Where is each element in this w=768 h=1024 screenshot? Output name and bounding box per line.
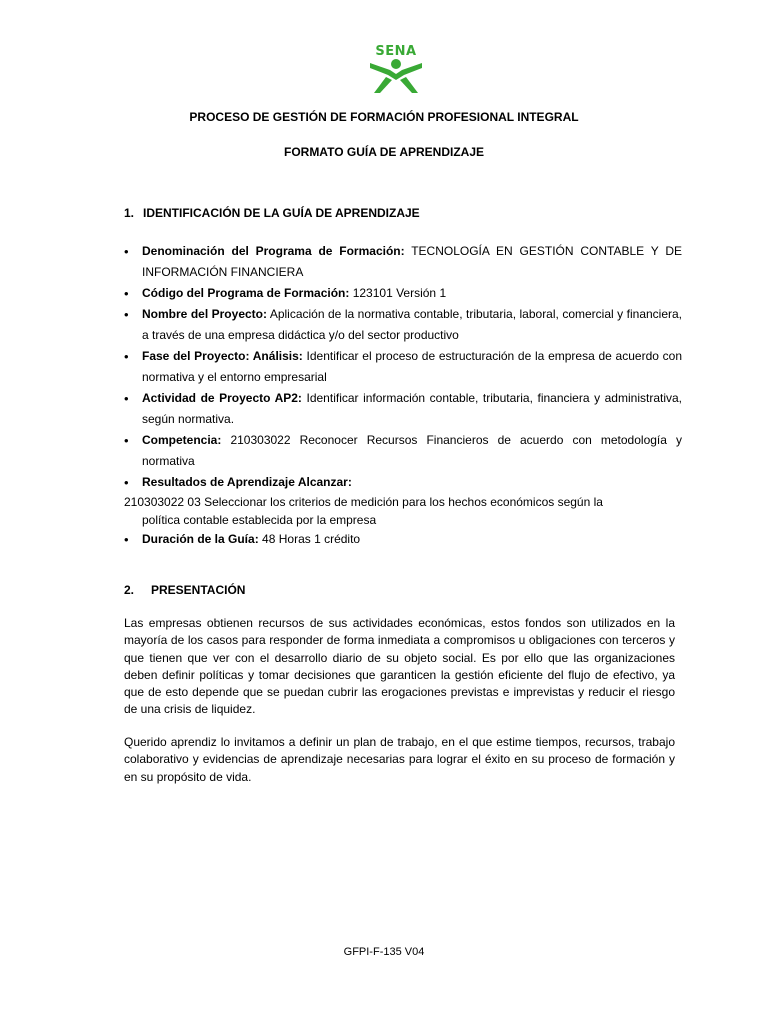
list-item bbox=[124, 241, 682, 283]
list-item bbox=[124, 346, 682, 388]
item-label: Resultados de Aprendizaje Alcanzar: bbox=[142, 475, 352, 489]
identification-list bbox=[124, 241, 682, 493]
item-value: Aplicación de la normativa contable, tributaria, laboral, comercial y financiera, a través de una empresa didáctica y/o del sector productivo bbox=[142, 307, 683, 342]
document-title: PROCESO DE GESTIÓN DE FORMACIÓN PROFESIONAL INTEGRAL bbox=[189, 110, 579, 124]
item-label: Actividad de Proyecto AP2: bbox=[142, 391, 302, 405]
duration-value: 48 Horas 1 crédito bbox=[262, 532, 361, 546]
list-item bbox=[124, 304, 682, 346]
section-2-number: 2. bbox=[124, 583, 135, 597]
footer-code: GFPI-F-135 V04 bbox=[343, 946, 425, 958]
item-value: 123101 Versión 1 bbox=[352, 286, 447, 300]
item-label: Fase del Proyecto: Análisis: bbox=[142, 349, 303, 363]
item-value: Identificar el proceso de estructuración de la empresa de acuerdo con normativa y el entorno empresarial bbox=[142, 349, 682, 384]
section-1-number: 1. bbox=[124, 206, 135, 220]
list-item bbox=[124, 529, 682, 550]
section-1-title: IDENTIFICACIÓN DE LA GUÍA DE APRENDIZAJE bbox=[143, 206, 420, 220]
list-item bbox=[124, 283, 682, 304]
presentation-paragraph-2: Querido aprendiz lo invitamos a definir un plan de trabajo, en el que estime tiempos, recursos, trabajo colaborativo y evidencias de aprendizaje necesarias para lograr el éxito en su proceso de formación y en su propósito de vida. bbox=[124, 735, 675, 784]
results-line-1: 210303022 03 Seleccionar los criterios de medición para los hechos económicos según la bbox=[124, 495, 603, 509]
sena-logo bbox=[364, 45, 428, 93]
item-label: Código del Programa de Formación: bbox=[142, 286, 350, 300]
item-value: 210303022 Reconocer Recursos Financieros de acuerdo con metodología y normativa bbox=[142, 433, 682, 468]
list-item bbox=[124, 388, 682, 430]
duration-list bbox=[124, 529, 682, 550]
presentation-paragraph-1: Las empresas obtienen recursos de sus actividades económicas, estos fondos son utilizados en la mayoría de los casos para responder de forma inmediata a compromisos u obligaciones con terceros y que tienen que ver con el desarrollo diario de su objeto social. Es por ello que las organizaciones deben definir políticas y tomar decisiones que garanticen la gestión eficiente del flujo de efectivo, ya que de esto depende que se puedan cubrir las erogaciones previstas e imprevistas y reducir el riesgo de una crisis de liquidez. bbox=[124, 616, 675, 717]
section-1-heading bbox=[124, 206, 420, 220]
sena-figure-icon bbox=[364, 57, 428, 93]
item-label: Denominación del Programa de Formación: bbox=[142, 244, 405, 258]
item-label: Competencia: bbox=[142, 433, 222, 447]
list-item bbox=[124, 472, 682, 493]
list-item bbox=[124, 430, 682, 472]
item-label: Nombre del Proyecto: bbox=[142, 307, 267, 321]
logo-text: SENA bbox=[375, 44, 417, 59]
section-2-title: PRESENTACIÓN bbox=[151, 583, 246, 597]
results-line-2: política contable establecida por la empresa bbox=[142, 513, 377, 527]
document-subtitle: FORMATO GUÍA DE APRENDIZAJE bbox=[283, 145, 484, 159]
item-value: Identificar información contable, tributaria, financiera y administrativa, según normativa. bbox=[142, 391, 682, 426]
duration-label: Duración de la Guía: bbox=[142, 532, 259, 546]
section-2-heading bbox=[124, 583, 245, 597]
item-value: TECNOLOGÍA EN GESTIÓN CONTABLE Y DE INFORMACIÓN FINANCIERA bbox=[142, 244, 682, 279]
